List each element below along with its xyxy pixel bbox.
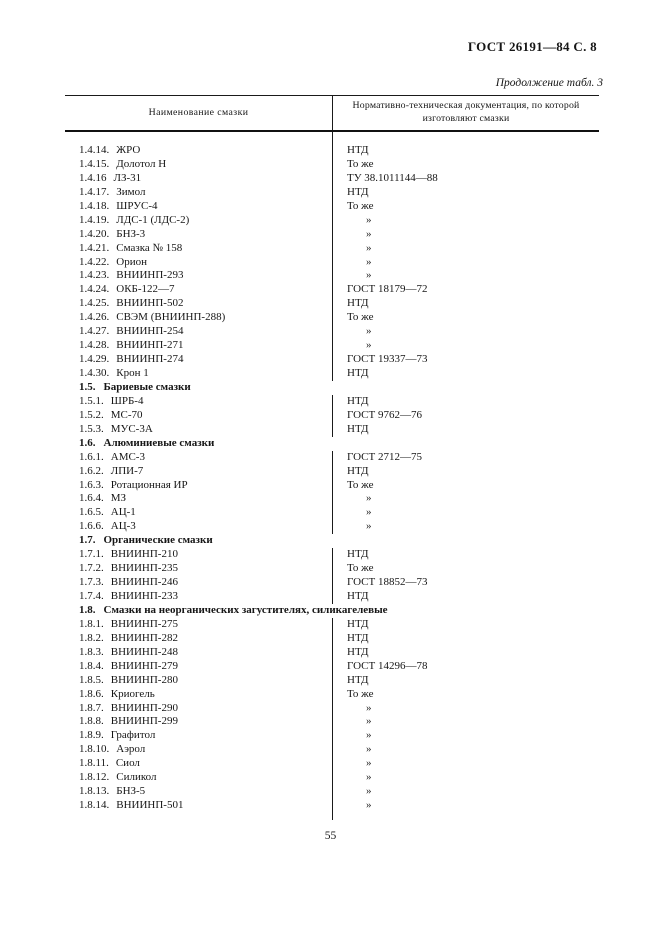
grease-name-cell — [65, 395, 333, 409]
doc-value: » — [366, 520, 372, 533]
row-number: 1.8.4. — [79, 659, 104, 672]
table-row — [65, 562, 599, 576]
row-number: 1.4.29. — [79, 353, 110, 366]
table-row — [65, 339, 599, 353]
grease-name-cell — [65, 269, 333, 283]
section-title: Органические смазки — [103, 534, 213, 547]
grease-name: ВНИИНП-254 — [116, 325, 184, 338]
grease-name: ВНИИНП-274 — [116, 353, 184, 366]
section-number: 1.7. — [79, 534, 96, 547]
table-row — [65, 269, 599, 283]
doc-value: » — [366, 506, 372, 519]
doc-cell — [333, 395, 599, 409]
grease-name: ВНИИНП-279 — [110, 659, 178, 672]
table-row — [65, 688, 599, 702]
table-row — [65, 256, 599, 270]
grease-name: ВНИИНП-246 — [110, 576, 178, 589]
doc-cell — [333, 144, 599, 158]
row-number: 1.4.21. — [79, 241, 110, 254]
doc-cell — [333, 479, 599, 493]
row-number: 1.6.2. — [79, 464, 104, 477]
grease-name-cell — [65, 242, 333, 256]
doc-cell — [333, 214, 599, 228]
table-row — [65, 228, 599, 242]
row-number: 1.4.27. — [79, 325, 110, 338]
row-number: 1.4.14. — [79, 144, 110, 156]
table-row — [65, 492, 599, 506]
row-number: 1.8.6. — [79, 687, 104, 700]
doc-value: НТД — [347, 144, 369, 156]
grease-name: ВНИИНП-248 — [110, 645, 178, 658]
table-section-row — [65, 437, 599, 451]
row-number: 1.4.17. — [79, 185, 110, 198]
row-number: 1.6.3. — [79, 478, 104, 491]
table-row — [65, 715, 599, 729]
doc-cell — [333, 325, 599, 339]
grease-name-cell — [65, 715, 333, 729]
grease-name: Крон 1 — [116, 367, 149, 379]
grease-name: ВНИИНП-293 — [116, 269, 184, 282]
spacer-right-cell — [333, 132, 599, 144]
section-number: 1.6. — [79, 436, 96, 449]
row-number: 1.4.18. — [79, 199, 110, 212]
table-row — [65, 618, 599, 632]
row-number: 1.8.13. — [79, 785, 110, 798]
grease-name: Криогель — [110, 687, 155, 700]
doc-value: НТД — [347, 185, 369, 198]
table-row — [65, 729, 599, 743]
section-title: Смазки на неорганических загустителях, силикагелевые — [103, 603, 388, 616]
doc-value: » — [366, 799, 372, 812]
grease-name-cell — [65, 520, 333, 534]
doc-value: » — [366, 771, 372, 784]
table-row — [65, 799, 599, 813]
grease-name-cell — [65, 297, 333, 311]
doc-cell — [333, 674, 599, 688]
grease-name: СВЭМ (ВНИИНП-288) — [116, 311, 226, 324]
doc-cell — [333, 200, 599, 214]
doc-value: То же — [347, 311, 374, 324]
grease-name-cell — [65, 339, 333, 353]
table-row — [65, 311, 599, 325]
row-number: 1.7.1. — [79, 548, 104, 561]
row-number: 1.4.25. — [79, 297, 110, 310]
grease-name: ВНИИНП-235 — [110, 562, 178, 575]
doc-cell — [333, 492, 599, 506]
table-row — [65, 200, 599, 214]
row-number: 1.4.15. — [79, 157, 110, 170]
table-row — [65, 548, 599, 562]
grease-name-cell — [65, 451, 333, 465]
table-section-row — [65, 381, 599, 395]
doc-value: НТД — [347, 590, 369, 602]
table-row — [65, 158, 599, 172]
table-row — [65, 409, 599, 423]
grease-name-cell — [65, 200, 333, 214]
doc-cell — [333, 242, 599, 256]
doc-value: ГОСТ 18179—72 — [347, 283, 428, 296]
row-number: 1.4.23. — [79, 269, 110, 282]
grease-name-cell — [65, 325, 333, 339]
row-number: 1.6.4. — [79, 492, 104, 505]
doc-value: НТД — [347, 422, 369, 435]
grease-name-cell — [65, 506, 333, 520]
grease-name: БНЗ-5 — [116, 785, 146, 798]
grease-name: ВНИИНП-210 — [110, 548, 178, 561]
row-number: 1.4.24. — [79, 283, 110, 296]
grease-name-cell — [65, 646, 333, 660]
doc-value: НТД — [347, 617, 369, 630]
table-row — [65, 479, 599, 493]
grease-table — [65, 95, 599, 820]
doc-value: То же — [347, 562, 374, 575]
doc-cell — [333, 729, 599, 743]
doc-cell — [333, 451, 599, 465]
row-number: 1.8.10. — [79, 743, 110, 756]
table-row — [65, 771, 599, 785]
grease-name: Смазка № 158 — [116, 241, 183, 254]
grease-name: Орион — [116, 255, 147, 268]
table-header-row — [65, 95, 599, 132]
doc-cell — [333, 186, 599, 200]
row-number: 1.4.20. — [79, 227, 110, 240]
grease-name: ЛДС-1 (ЛДС-2) — [116, 213, 190, 226]
doc-cell — [333, 618, 599, 632]
doc-cell — [333, 590, 599, 604]
table-row — [65, 242, 599, 256]
spacer-left-cell — [65, 132, 333, 144]
doc-value: НТД — [347, 297, 369, 310]
grease-name-cell — [65, 214, 333, 228]
grease-name-cell — [65, 144, 333, 158]
table-row — [65, 785, 599, 799]
grease-name-cell — [65, 785, 333, 799]
doc-cell — [333, 660, 599, 674]
table-row — [65, 743, 599, 757]
grease-name: ВНИИНП-271 — [116, 339, 184, 352]
row-number: 1.6.5. — [79, 506, 104, 519]
grease-name: ЖРО — [116, 144, 141, 156]
grease-name-cell — [65, 465, 333, 479]
page-number: 55 — [324, 830, 337, 842]
document-title: ГОСТ 26191—84 С. 8 — [467, 39, 597, 54]
row-number: 1.8.8. — [79, 715, 104, 728]
table-row — [65, 423, 599, 437]
table-row — [65, 674, 599, 688]
doc-value: » — [366, 743, 372, 756]
doc-cell — [333, 172, 599, 186]
grease-name: ШРУС-4 — [116, 199, 158, 212]
grease-name: ЛПИ-7 — [110, 464, 144, 477]
grease-name-cell — [65, 228, 333, 242]
grease-name-cell — [65, 353, 333, 367]
doc-cell — [333, 743, 599, 757]
doc-cell — [333, 353, 599, 367]
doc-cell — [333, 576, 599, 590]
grease-name-cell — [65, 311, 333, 325]
table-row — [65, 702, 599, 716]
table-row — [65, 283, 599, 297]
doc-cell — [333, 423, 599, 437]
table-row — [65, 646, 599, 660]
doc-cell — [333, 158, 599, 172]
grease-name-cell — [65, 172, 333, 186]
spacer-left-cell — [65, 813, 333, 820]
grease-name-cell — [65, 688, 333, 702]
grease-name-cell — [65, 757, 333, 771]
doc-value: » — [366, 213, 372, 226]
grease-name: АЦ-1 — [110, 506, 136, 519]
doc-value: НТД — [347, 464, 369, 477]
grease-name-cell — [65, 576, 333, 590]
table-row — [65, 520, 599, 534]
doc-cell — [333, 506, 599, 520]
doc-value: То же — [347, 687, 374, 700]
doc-cell — [333, 409, 599, 423]
table-section-row — [65, 534, 599, 548]
grease-name: БНЗ-3 — [116, 227, 146, 240]
row-number: 1.5.1. — [79, 394, 104, 407]
table-row — [65, 367, 599, 381]
doc-value: » — [366, 492, 372, 505]
grease-name-cell — [65, 367, 333, 381]
doc-value: » — [366, 715, 372, 728]
doc-value: » — [366, 269, 372, 282]
row-number: 1.4.19. — [79, 213, 110, 226]
grease-name: ОКБ-122—7 — [116, 283, 175, 296]
grease-name: ВНИИНП-502 — [116, 297, 184, 310]
grease-name-cell — [65, 283, 333, 297]
doc-cell — [333, 702, 599, 716]
doc-value: » — [366, 701, 372, 714]
doc-cell — [333, 799, 599, 813]
doc-value: НТД — [347, 394, 369, 407]
grease-name: МС-70 — [110, 408, 143, 421]
doc-value: ГОСТ 14296—78 — [347, 659, 428, 672]
doc-value: То же — [347, 157, 374, 170]
row-number: 1.4.22. — [79, 255, 110, 268]
doc-value: » — [366, 255, 372, 268]
table-row — [65, 590, 599, 604]
doc-cell — [333, 632, 599, 646]
table-row — [65, 506, 599, 520]
doc-cell — [333, 297, 599, 311]
row-number: 1.5.2. — [79, 408, 104, 421]
doc-cell — [333, 688, 599, 702]
doc-value: » — [366, 757, 372, 770]
doc-value: То же — [347, 478, 374, 491]
doc-cell — [333, 562, 599, 576]
doc-cell — [333, 228, 599, 242]
table-body — [65, 132, 599, 820]
table-row — [65, 465, 599, 479]
doc-value: ГОСТ 18852—73 — [347, 576, 428, 589]
table-row — [65, 144, 599, 158]
table-row — [65, 297, 599, 311]
section-title: Бариевые смазки — [103, 380, 191, 393]
doc-cell — [333, 311, 599, 325]
table-row — [65, 632, 599, 646]
grease-name: ШРБ-4 — [110, 394, 144, 407]
grease-name: ВНИИНП-233 — [110, 590, 178, 602]
doc-cell — [333, 465, 599, 479]
grease-name: ВНИИНП-275 — [110, 617, 178, 630]
table-row — [65, 757, 599, 771]
grease-name: ВНИИНП-282 — [110, 631, 178, 644]
doc-value: НТД — [347, 673, 369, 686]
row-number: 1.8.3. — [79, 645, 104, 658]
grease-name-cell — [65, 186, 333, 200]
table-row — [65, 172, 599, 186]
grease-name-cell — [65, 158, 333, 172]
row-number: 1.8.7. — [79, 701, 104, 714]
doc-cell — [333, 367, 599, 381]
grease-name-cell — [65, 479, 333, 493]
table-row — [65, 660, 599, 674]
grease-name-cell — [65, 702, 333, 716]
section-number: 1.5. — [79, 380, 96, 393]
table-row — [65, 353, 599, 367]
doc-cell — [333, 339, 599, 353]
grease-name: АЦ-3 — [110, 520, 136, 533]
table-row — [65, 451, 599, 465]
grease-name-cell — [65, 492, 333, 506]
doc-value: НТД — [347, 548, 369, 561]
row-number: 1.7.4. — [79, 590, 104, 602]
doc-cell — [333, 520, 599, 534]
row-number: 1.8.12. — [79, 771, 110, 784]
grease-name: Ротационная ИР — [110, 478, 188, 491]
row-number: 1.6.1. — [79, 450, 104, 463]
spacer-right-cell — [333, 813, 599, 820]
table-row — [65, 186, 599, 200]
grease-name: Долотол Н — [116, 157, 167, 170]
doc-cell — [333, 715, 599, 729]
row-number: 1.4.26. — [79, 311, 110, 324]
doc-value: » — [366, 241, 372, 254]
grease-name: Аэрол — [116, 743, 146, 756]
table-row — [65, 325, 599, 339]
grease-name: ВНИИНП-290 — [110, 701, 178, 714]
doc-cell — [333, 548, 599, 562]
table-section-row — [65, 604, 599, 618]
table-row — [65, 395, 599, 409]
doc-value: НТД — [347, 645, 369, 658]
column-header-documentation: Нормативно-техническая документация, по которой изготовляют смазки — [352, 100, 580, 124]
doc-cell — [333, 646, 599, 660]
section-title: Алюминиевые смазки — [103, 436, 215, 449]
table-row — [65, 214, 599, 228]
row-number: 1.8.9. — [79, 729, 104, 742]
grease-name-cell — [65, 423, 333, 437]
grease-name: Силикол — [116, 771, 157, 784]
grease-name: ВНИИНП-501 — [116, 799, 184, 812]
table-row — [65, 576, 599, 590]
row-number: 1.8.14. — [79, 799, 110, 812]
doc-value: » — [366, 729, 372, 742]
row-number: 1.6.6. — [79, 520, 104, 533]
grease-name-cell — [65, 409, 333, 423]
row-number: 1.4.16 — [79, 171, 107, 184]
doc-value: То же — [347, 199, 374, 212]
doc-value: ГОСТ 2712—75 — [347, 450, 422, 463]
row-number: 1.8.5. — [79, 673, 104, 686]
row-number: 1.4.28. — [79, 339, 110, 352]
doc-value: » — [366, 325, 372, 338]
grease-name-cell — [65, 618, 333, 632]
doc-value: НТД — [347, 367, 369, 379]
grease-name-cell — [65, 674, 333, 688]
divider-spacer — [65, 813, 599, 820]
grease-name-cell — [65, 799, 333, 813]
grease-name-cell — [65, 548, 333, 562]
doc-value: НТД — [347, 631, 369, 644]
row-number: 1.8.11. — [79, 757, 109, 770]
doc-cell — [333, 757, 599, 771]
doc-cell — [333, 771, 599, 785]
grease-name: ЛЗ-31 — [113, 171, 142, 184]
grease-name: МЗ — [110, 492, 127, 505]
grease-name: МУС-3А — [110, 422, 153, 435]
doc-cell — [333, 256, 599, 270]
doc-cell — [333, 283, 599, 297]
doc-value: ГОСТ 9762—76 — [347, 408, 422, 421]
row-number: 1.8.1. — [79, 617, 104, 630]
doc-value: ТУ 38.1011144—88 — [347, 171, 438, 184]
table-continuation-caption: Продолжение табл. 3 — [495, 77, 603, 89]
grease-name-cell — [65, 590, 333, 604]
grease-name: Сиол — [115, 757, 140, 770]
divider-spacer — [65, 132, 599, 144]
row-number: 1.5.3. — [79, 422, 104, 435]
grease-name-cell — [65, 256, 333, 270]
grease-name: АМС-3 — [110, 450, 145, 463]
grease-name-cell — [65, 562, 333, 576]
doc-value: » — [366, 785, 372, 798]
row-number: 1.7.2. — [79, 562, 104, 575]
grease-name-cell — [65, 632, 333, 646]
grease-name-cell — [65, 660, 333, 674]
doc-value: » — [366, 227, 372, 240]
row-number: 1.8.2. — [79, 631, 104, 644]
row-number: 1.4.30. — [79, 367, 110, 379]
grease-name: ВНИИНП-299 — [110, 715, 178, 728]
grease-name-cell — [65, 771, 333, 785]
grease-name-cell — [65, 743, 333, 757]
grease-name: Графитол — [110, 729, 156, 742]
column-header-grease-name: Наименование смазки — [65, 96, 333, 130]
grease-name: Зимол — [116, 185, 146, 198]
doc-value: ГОСТ 19337—73 — [347, 353, 428, 366]
doc-cell — [333, 785, 599, 799]
row-number: 1.7.3. — [79, 576, 104, 589]
doc-value: » — [366, 339, 372, 352]
doc-cell — [333, 269, 599, 283]
grease-name-cell — [65, 729, 333, 743]
section-number: 1.8. — [79, 603, 96, 616]
grease-name: ВНИИНП-280 — [110, 673, 178, 686]
